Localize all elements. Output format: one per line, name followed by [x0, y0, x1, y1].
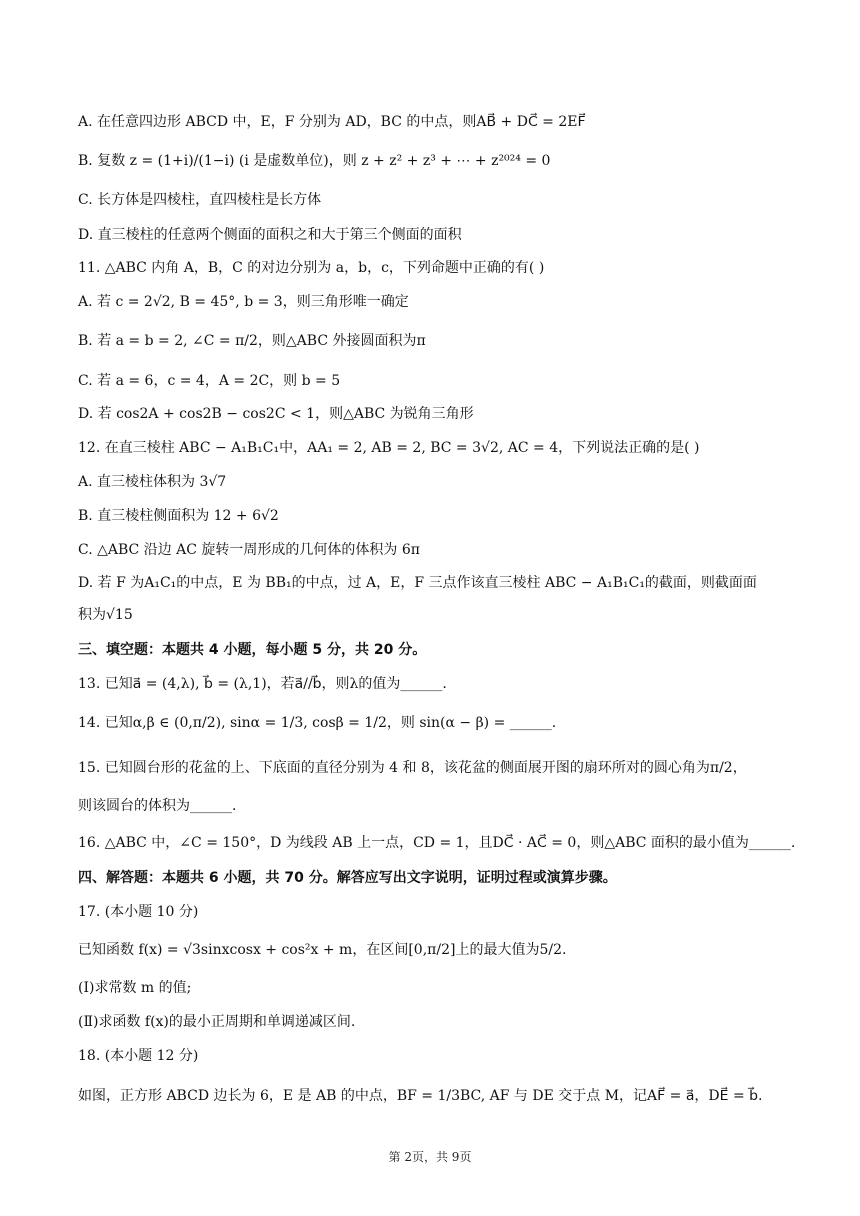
question-13: 13. 已知a⃗ = (4,λ), b⃗ = (λ,1)，若a⃗//b⃗，则λ的值为______.: [78, 676, 447, 692]
option-10d: D. 直三棱柱的任意两个侧面的面积之和大于第三个侧面的面积: [78, 227, 462, 243]
option-12a: A. 直三棱柱体积为 3√7: [78, 474, 227, 490]
question-17-part2: (Ⅱ)求函数 f(x)的最小正周期和单调递减区间.: [78, 1014, 356, 1030]
question-16: 16. △ABC 中，∠C = 150°，D 为线段 AB 上一点，CD = 1，且DC⃗ · AC⃗ = 0，则△ABC 面积的最小值为______.: [78, 835, 796, 851]
question-18-header: 18. (本小题 12 分): [78, 1048, 199, 1064]
option-10a: A. 在任意四边形 ABCD 中，E，F 分别为 AD，BC 的中点，则AB⃗ + DC⃗ = 2EF⃗: [78, 114, 586, 130]
option-10c: C. 长方体是四棱柱，直四棱柱是长方体: [78, 192, 322, 208]
question-17-part1: (Ⅰ)求常数 m 的值;: [78, 980, 192, 996]
page-footer: 第 2页，共 9页: [388, 1150, 472, 1164]
option-11a: A. 若 c = 2√2, B = 45°, b = 3，则三角形唯一确定: [78, 294, 409, 310]
option-11d: D. 若 cos2A + cos2B − cos2C < 1，则△ABC 为锐角三角形: [78, 406, 474, 422]
question-11: 11. △ABC 内角 A，B，C 的对边分别为 a，b，c，下列命题中正确的有( ): [78, 260, 545, 276]
option-12d: D. 若 F 为A₁C₁的中点，E 为 BB₁的中点，过 A，E，F 三点作该直三棱柱 ABC − A₁B₁C₁的截面，则截面面: [78, 575, 757, 591]
option-12d-cont: 积为√15: [78, 607, 133, 623]
question-18-body: 如图，正方形 ABCD 边长为 6，E 是 AB 的中点，BF = 1/3BC, AF 与 DE 交于点 M，记AF⃗ = a⃗，DE⃗ = b⃗.: [78, 1088, 763, 1104]
question-14: 14. 已知α,β ∈ (0,π/2), sinα = 1/3, cosβ = 1/2，则 sin(α − β) = ______.: [78, 715, 557, 731]
question-17-header: 17. (本小题 10 分): [78, 904, 199, 920]
option-10b: B. 复数 z = (1+i)/(1−i) (i 是虚数单位)，则 z + z² + z³ + ⋯ + z²⁰²⁴ = 0: [78, 153, 551, 169]
question-15-cont: 则该圆台的体积为______.: [78, 798, 237, 814]
question-12: 12. 在直三棱柱 ABC − A₁B₁C₁中，AA₁ = 2, AB = 2, BC = 3√2, AC = 4，下列说法正确的是( ): [78, 440, 700, 456]
option-12c: C. △ABC 沿边 AC 旋转一周形成的几何体的体积为 6π: [78, 542, 420, 558]
option-12b: B. 直三棱柱侧面积为 12 + 6√2: [78, 508, 279, 524]
question-17-body: 已知函数 f(x) = √3sinxcosx + cos²x + m，在区间[0,π/2]上的最大值为5/2.: [78, 942, 567, 958]
section-heading-fill-in: 三、填空题：本题共 4 小题，每小题 5 分，共 20 分。: [78, 642, 427, 658]
option-11b: B. 若 a = b = 2, ∠C = π/2，则△ABC 外接圆面积为π: [78, 333, 426, 349]
section-heading-solve: 四、解答题：本题共 6 小题，共 70 分。解答应写出文字说明，证明过程或演算步骤。: [78, 870, 617, 886]
question-15: 15. 已知圆台形的花盆的上、下底面的直径分别为 4 和 8，该花盆的侧面展开图的扇环所对的圆心角为π/2，: [78, 760, 747, 776]
option-11c: C. 若 a = 6，c = 4，A = 2C，则 b = 5: [78, 373, 341, 389]
